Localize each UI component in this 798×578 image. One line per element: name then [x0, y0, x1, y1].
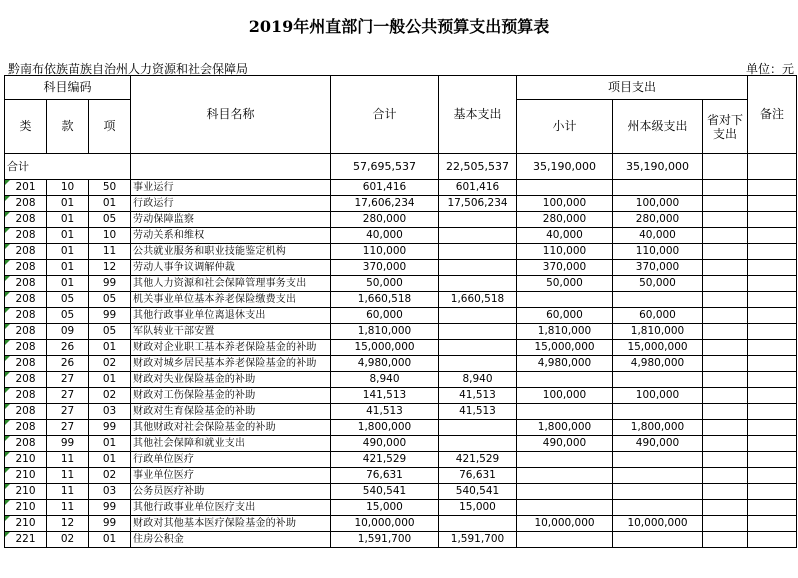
- row-xiang: 99: [89, 308, 131, 324]
- row-subject-name: 其他行政事业单位医疗支出: [131, 500, 331, 516]
- row-lei: 208: [5, 436, 47, 452]
- table-row: [5, 500, 797, 516]
- row-total: 110,000: [331, 244, 439, 260]
- row-remark: [748, 468, 797, 484]
- row-lei: 208: [5, 196, 47, 212]
- province-down-header: 省对下支出: [703, 100, 748, 154]
- row-state-level: [613, 484, 703, 500]
- row-xiang: 05: [89, 212, 131, 228]
- row-province-down: [703, 196, 748, 212]
- row-total: 141,513: [331, 388, 439, 404]
- row-total: 370,000: [331, 260, 439, 276]
- lei-header: 类: [5, 100, 47, 154]
- row-total: 280,000: [331, 212, 439, 228]
- row-state-level: [613, 180, 703, 196]
- row-subtotal: 280,000: [517, 212, 613, 228]
- row-kuan: 11: [47, 484, 89, 500]
- state-level-header: 州本级支出: [613, 100, 703, 154]
- row-xiang: 99: [89, 516, 131, 532]
- row-remark: [748, 356, 797, 372]
- row-basic: 41,513: [439, 388, 517, 404]
- row-kuan: 01: [47, 276, 89, 292]
- row-basic: [439, 308, 517, 324]
- row-lei: 208: [5, 260, 47, 276]
- row-state-level: 4,980,000: [613, 356, 703, 372]
- row-xiang: 11: [89, 244, 131, 260]
- row-state-level: 50,000: [613, 276, 703, 292]
- table-row: [5, 388, 797, 404]
- row-state-level: 100,000: [613, 388, 703, 404]
- row-basic: 421,529: [439, 452, 517, 468]
- row-subtotal: [517, 452, 613, 468]
- row-lei: 208: [5, 212, 47, 228]
- row-subtotal: [517, 484, 613, 500]
- row-province-down: [703, 180, 748, 196]
- row-subject-name: 财政对企业职工基本养老保险基金的补助: [131, 340, 331, 356]
- row-total: 76,631: [331, 468, 439, 484]
- organization-name: 黔南布依族苗族自治州人力资源和社会保障局: [8, 62, 249, 76]
- row-total: 540,541: [331, 484, 439, 500]
- row-remark: [748, 196, 797, 212]
- row-basic: [439, 420, 517, 436]
- row-xiang: 01: [89, 196, 131, 212]
- row-basic: 76,631: [439, 468, 517, 484]
- table-row: [5, 468, 797, 484]
- row-state-level: 15,000,000: [613, 340, 703, 356]
- table-row: [5, 228, 797, 244]
- row-total: 41,513: [331, 404, 439, 420]
- row-remark: [748, 532, 797, 548]
- row-province-down: [703, 212, 748, 228]
- row-kuan: 27: [47, 420, 89, 436]
- row-state-level: 1,800,000: [613, 420, 703, 436]
- row-remark: [748, 516, 797, 532]
- row-lei: 208: [5, 276, 47, 292]
- row-subtotal: [517, 468, 613, 484]
- budget-table: [4, 75, 797, 548]
- row-subtotal: 490,000: [517, 436, 613, 452]
- row-province-down: [703, 356, 748, 372]
- row-xiang: 02: [89, 356, 131, 372]
- row-state-level: [613, 372, 703, 388]
- row-basic: [439, 244, 517, 260]
- row-xiang: 99: [89, 276, 131, 292]
- row-subject-name: 其他行政事业单位离退休支出: [131, 308, 331, 324]
- row-remark: [748, 228, 797, 244]
- row-xiang: 12: [89, 260, 131, 276]
- row-subtotal: [517, 532, 613, 548]
- table-row: [5, 356, 797, 372]
- row-province-down: [703, 516, 748, 532]
- row-total: 1,591,700: [331, 532, 439, 548]
- row-kuan: 05: [47, 308, 89, 324]
- row-state-level: [613, 468, 703, 484]
- row-lei: 208: [5, 244, 47, 260]
- remark-header: 备注: [748, 76, 797, 154]
- row-lei: 208: [5, 420, 47, 436]
- row-kuan: 01: [47, 244, 89, 260]
- row-remark: [748, 276, 797, 292]
- row-subtotal: 370,000: [517, 260, 613, 276]
- row-remark: [748, 484, 797, 500]
- row-kuan: 27: [47, 404, 89, 420]
- table-row: [5, 260, 797, 276]
- row-xiang: 02: [89, 388, 131, 404]
- row-lei: 201: [5, 180, 47, 196]
- row-remark: [748, 452, 797, 468]
- xiang-header: 项: [89, 100, 131, 154]
- row-province-down: [703, 388, 748, 404]
- table-row: [5, 324, 797, 340]
- table-row: [5, 196, 797, 212]
- row-total: 15,000,000: [331, 340, 439, 356]
- table-row: [5, 244, 797, 260]
- row-total: 15,000: [331, 500, 439, 516]
- row-subtotal: 110,000: [517, 244, 613, 260]
- row-lei: 208: [5, 388, 47, 404]
- row-province-down: [703, 484, 748, 500]
- row-subject-name: 军队转业干部安置: [131, 324, 331, 340]
- row-total: 1,800,000: [331, 420, 439, 436]
- row-xiang: 03: [89, 404, 131, 420]
- row-xiang: 01: [89, 452, 131, 468]
- table-row: [5, 484, 797, 500]
- row-xiang: 01: [89, 340, 131, 356]
- row-kuan: 02: [47, 532, 89, 548]
- row-state-level: 1,810,000: [613, 324, 703, 340]
- row-total: 10,000,000: [331, 516, 439, 532]
- row-lei: 208: [5, 292, 47, 308]
- row-total: 490,000: [331, 436, 439, 452]
- total-row-subtotal: 35,190,000: [517, 154, 613, 180]
- row-state-level: [613, 452, 703, 468]
- table-row: [5, 276, 797, 292]
- row-remark: [748, 260, 797, 276]
- row-province-down: [703, 372, 748, 388]
- row-basic: [439, 212, 517, 228]
- row-subject-name: 其他人力资源和社会保障管理事务支出: [131, 276, 331, 292]
- row-remark: [748, 212, 797, 228]
- table-row: [5, 372, 797, 388]
- row-province-down: [703, 340, 748, 356]
- row-lei: 210: [5, 500, 47, 516]
- row-lei: 208: [5, 324, 47, 340]
- row-subject-name: 公务员医疗补助: [131, 484, 331, 500]
- row-province-down: [703, 468, 748, 484]
- row-subject-name: 劳动保障监察: [131, 212, 331, 228]
- table-row: [5, 436, 797, 452]
- row-basic: 15,000: [439, 500, 517, 516]
- row-subtotal: 50,000: [517, 276, 613, 292]
- row-subtotal: [517, 500, 613, 516]
- page-title: 2019年州直部门一般公共预算支出预算表: [248, 17, 550, 36]
- row-subject-name: 劳动人事争议调解仲裁: [131, 260, 331, 276]
- total-row-state-level: 35,190,000: [613, 154, 703, 180]
- row-state-level: 10,000,000: [613, 516, 703, 532]
- row-total: 60,000: [331, 308, 439, 324]
- row-state-level: 110,000: [613, 244, 703, 260]
- row-subject-name: 住房公积金: [131, 532, 331, 548]
- row-total: 8,940: [331, 372, 439, 388]
- row-basic: [439, 516, 517, 532]
- row-basic: [439, 356, 517, 372]
- row-basic: [439, 260, 517, 276]
- row-kuan: 11: [47, 468, 89, 484]
- row-province-down: [703, 532, 748, 548]
- row-subject-name: 财政对工伤保险基金的补助: [131, 388, 331, 404]
- row-remark: [748, 292, 797, 308]
- row-subtotal: 10,000,000: [517, 516, 613, 532]
- row-subtotal: [517, 292, 613, 308]
- row-lei: 208: [5, 340, 47, 356]
- row-total: 17,606,234: [331, 196, 439, 212]
- row-province-down: [703, 452, 748, 468]
- row-total: 421,529: [331, 452, 439, 468]
- row-remark: [748, 180, 797, 196]
- row-subtotal: 100,000: [517, 196, 613, 212]
- row-subtotal: 1,810,000: [517, 324, 613, 340]
- row-province-down: [703, 420, 748, 436]
- row-basic: 1,591,700: [439, 532, 517, 548]
- row-province-down: [703, 404, 748, 420]
- row-subtotal: 15,000,000: [517, 340, 613, 356]
- basic-header: 基本支出: [439, 76, 517, 154]
- row-basic: 8,940: [439, 372, 517, 388]
- row-province-down: [703, 436, 748, 452]
- row-basic: 601,416: [439, 180, 517, 196]
- table-row: [5, 420, 797, 436]
- row-remark: [748, 308, 797, 324]
- row-province-down: [703, 228, 748, 244]
- row-province-down: [703, 276, 748, 292]
- row-lei: 208: [5, 308, 47, 324]
- row-subject-name: 机关事业单位基本养老保险缴费支出: [131, 292, 331, 308]
- row-state-level: 100,000: [613, 196, 703, 212]
- row-kuan: 99: [47, 436, 89, 452]
- row-remark: [748, 388, 797, 404]
- row-xiang: 01: [89, 532, 131, 548]
- row-state-level: [613, 404, 703, 420]
- row-basic: [439, 340, 517, 356]
- row-province-down: [703, 500, 748, 516]
- row-province-down: [703, 324, 748, 340]
- row-subject-name: 劳动关系和维权: [131, 228, 331, 244]
- row-province-down: [703, 308, 748, 324]
- row-kuan: 05: [47, 292, 89, 308]
- row-xiang: 02: [89, 468, 131, 484]
- table-row: [5, 452, 797, 468]
- row-total: 1,660,518: [331, 292, 439, 308]
- row-basic: [439, 276, 517, 292]
- table-row: [5, 212, 797, 228]
- row-lei: 210: [5, 484, 47, 500]
- row-lei: 210: [5, 468, 47, 484]
- row-subject-name: 行政运行: [131, 196, 331, 212]
- row-kuan: 10: [47, 180, 89, 196]
- row-kuan: 26: [47, 340, 89, 356]
- row-state-level: [613, 292, 703, 308]
- table-row: [5, 516, 797, 532]
- row-remark: [748, 436, 797, 452]
- row-subtotal: 1,800,000: [517, 420, 613, 436]
- row-state-level: 370,000: [613, 260, 703, 276]
- row-lei: 208: [5, 372, 47, 388]
- row-lei: 221: [5, 532, 47, 548]
- project-header: 项目支出: [517, 76, 748, 100]
- row-kuan: 09: [47, 324, 89, 340]
- row-lei: 208: [5, 356, 47, 372]
- row-subject-name: 其他财政对社会保险基金的补助: [131, 420, 331, 436]
- row-kuan: 27: [47, 388, 89, 404]
- row-lei: 208: [5, 228, 47, 244]
- row-total: 601,416: [331, 180, 439, 196]
- row-basic: [439, 324, 517, 340]
- row-subtotal: [517, 180, 613, 196]
- row-kuan: 11: [47, 500, 89, 516]
- row-subtotal: [517, 372, 613, 388]
- row-basic: [439, 436, 517, 452]
- row-state-level: 490,000: [613, 436, 703, 452]
- row-subtotal: 60,000: [517, 308, 613, 324]
- row-xiang: 05: [89, 292, 131, 308]
- row-total: 50,000: [331, 276, 439, 292]
- row-basic: 17,506,234: [439, 196, 517, 212]
- row-remark: [748, 244, 797, 260]
- table-row: [5, 532, 797, 548]
- row-kuan: 01: [47, 260, 89, 276]
- row-remark: [748, 372, 797, 388]
- row-remark: [748, 404, 797, 420]
- row-total: 1,810,000: [331, 324, 439, 340]
- total-header: 合计: [331, 76, 439, 154]
- row-kuan: 11: [47, 452, 89, 468]
- table-row: [5, 340, 797, 356]
- row-subtotal: [517, 404, 613, 420]
- row-kuan: 01: [47, 196, 89, 212]
- row-lei: 210: [5, 452, 47, 468]
- row-subject-name: 财政对生育保险基金的补助: [131, 404, 331, 420]
- table-row: [5, 180, 797, 196]
- subtotal-header: 小计: [517, 100, 613, 154]
- row-remark: [748, 340, 797, 356]
- row-subject-name: 事业运行: [131, 180, 331, 196]
- row-xiang: 99: [89, 500, 131, 516]
- subject-code-header: 科目编码: [5, 76, 131, 100]
- row-state-level: [613, 500, 703, 516]
- row-remark: [748, 500, 797, 516]
- row-subject-name: 行政单位医疗: [131, 452, 331, 468]
- row-xiang: 50: [89, 180, 131, 196]
- row-basic: [439, 228, 517, 244]
- row-remark: [748, 324, 797, 340]
- row-basic: 540,541: [439, 484, 517, 500]
- row-subtotal: 100,000: [517, 388, 613, 404]
- table-row: [5, 292, 797, 308]
- row-xiang: 03: [89, 484, 131, 500]
- row-xiang: 99: [89, 420, 131, 436]
- row-province-down: [703, 244, 748, 260]
- table-row: [5, 308, 797, 324]
- row-kuan: 26: [47, 356, 89, 372]
- row-remark: [748, 420, 797, 436]
- row-total: 4,980,000: [331, 356, 439, 372]
- row-kuan: 01: [47, 212, 89, 228]
- row-subtotal: 40,000: [517, 228, 613, 244]
- row-kuan: 12: [47, 516, 89, 532]
- row-state-level: 40,000: [613, 228, 703, 244]
- total-row-basic: 22,505,537: [439, 154, 517, 180]
- row-total: 40,000: [331, 228, 439, 244]
- row-subtotal: 4,980,000: [517, 356, 613, 372]
- row-state-level: 280,000: [613, 212, 703, 228]
- row-subject-name: 财政对城乡居民基本养老保险基金的补助: [131, 356, 331, 372]
- table-row: [5, 404, 797, 420]
- row-province-down: [703, 292, 748, 308]
- row-xiang: 10: [89, 228, 131, 244]
- row-province-down: [703, 260, 748, 276]
- row-lei: 208: [5, 404, 47, 420]
- row-subject-name: 事业单位医疗: [131, 468, 331, 484]
- row-xiang: 05: [89, 324, 131, 340]
- row-kuan: 27: [47, 372, 89, 388]
- row-basic: 41,513: [439, 404, 517, 420]
- row-subject-name: 财政对其他基本医疗保险基金的补助: [131, 516, 331, 532]
- kuan-header: 款: [47, 100, 89, 154]
- row-subject-name: 财政对失业保险基金的补助: [131, 372, 331, 388]
- row-state-level: [613, 532, 703, 548]
- row-state-level: 60,000: [613, 308, 703, 324]
- row-basic: 1,660,518: [439, 292, 517, 308]
- row-subject-name: 公共就业服务和职业技能鉴定机构: [131, 244, 331, 260]
- row-xiang: 01: [89, 436, 131, 452]
- row-kuan: 01: [47, 228, 89, 244]
- total-row-label: 合计: [5, 154, 131, 180]
- subject-name-header: 科目名称: [131, 76, 331, 154]
- row-xiang: 01: [89, 372, 131, 388]
- total-row-total: 57,695,537: [331, 154, 439, 180]
- row-subject-name: 其他社会保障和就业支出: [131, 436, 331, 452]
- row-lei: 210: [5, 516, 47, 532]
- unit-label: 单位：元: [745, 62, 794, 76]
